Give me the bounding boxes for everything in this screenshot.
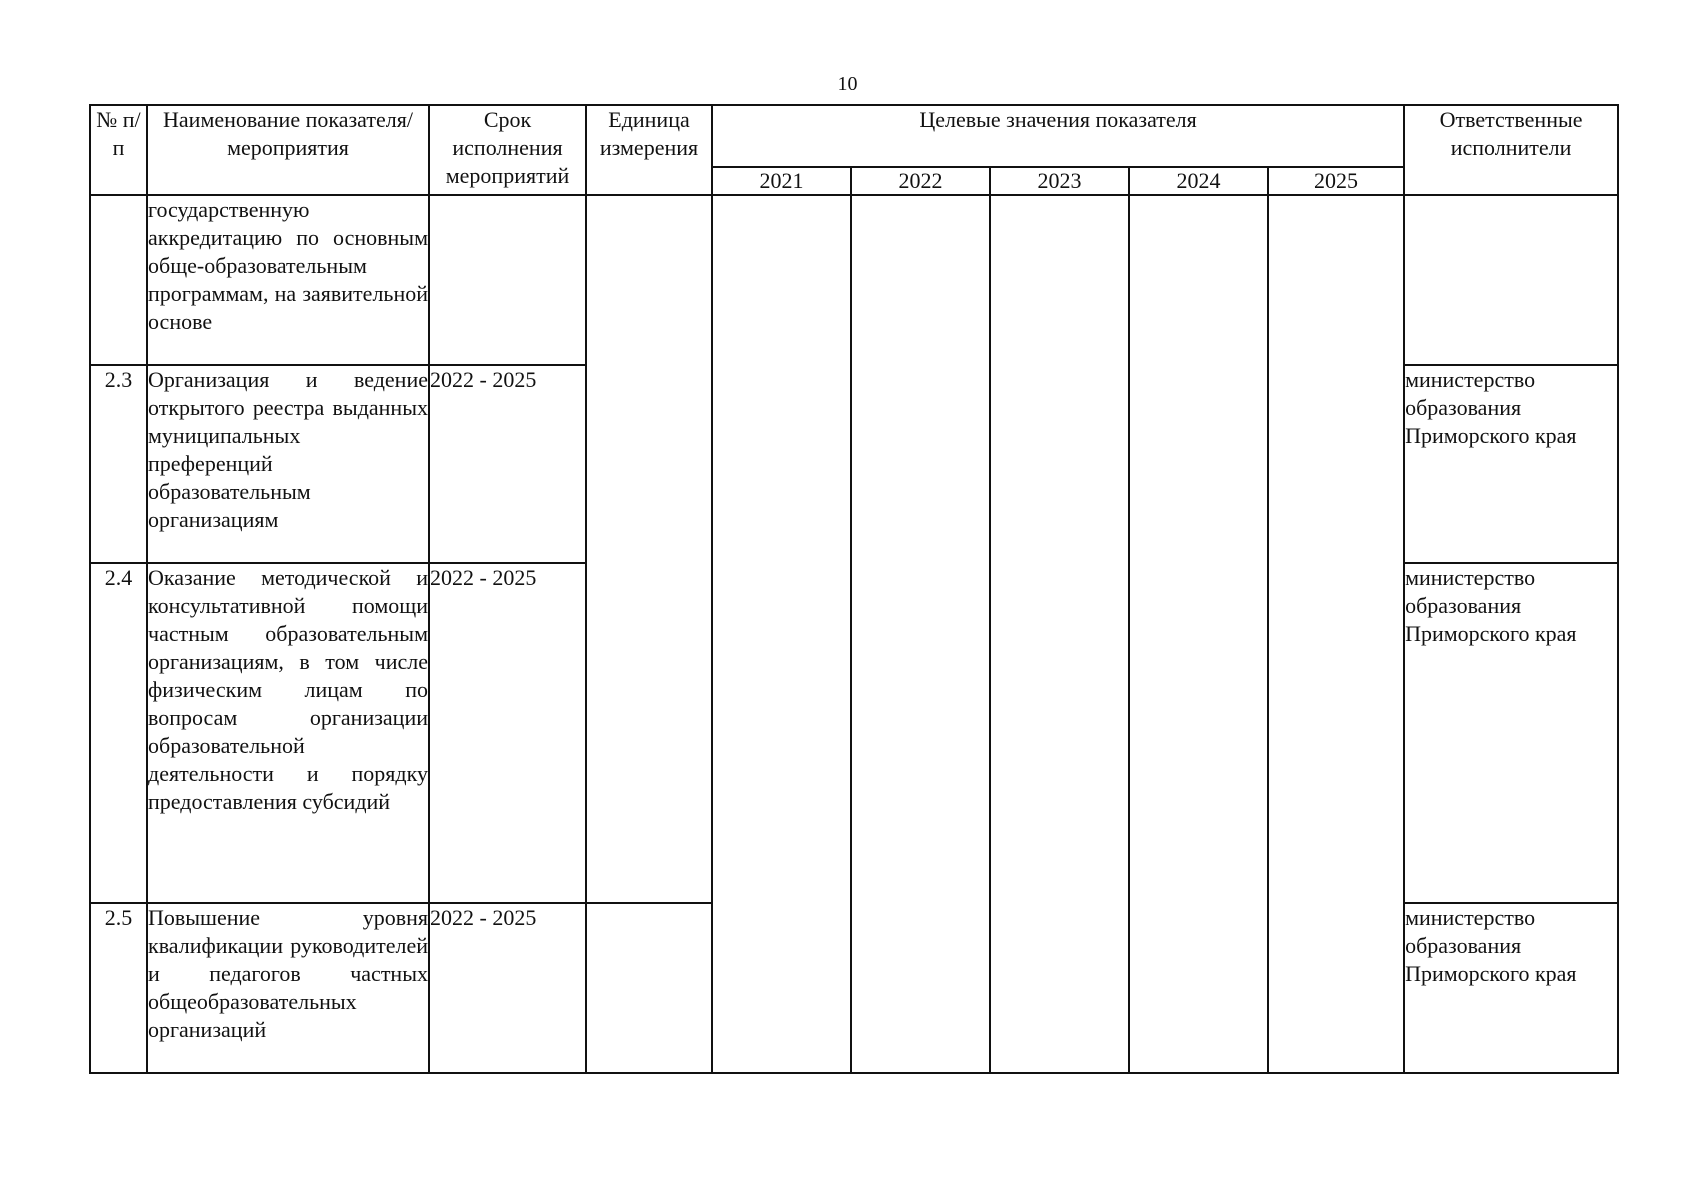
header-num: № п/п xyxy=(90,105,147,195)
row-responsible: министерство образования Приморского края xyxy=(1404,903,1618,1073)
row-name: Оказание методической и консультативной помощи частным образовательным организациям, в том числе физическим лицам по вопросам организации образовательной деятельности и порядку предоставления субсидий xyxy=(147,563,429,903)
row-num: 2.5 xyxy=(90,903,147,1073)
row-name: государственную аккредитацию по основным обще-образовательным программам, на заявительной основе xyxy=(147,195,429,365)
row-term: 2022 - 2025 xyxy=(429,365,586,563)
row-term xyxy=(429,195,586,365)
header-year: 2025 xyxy=(1268,167,1404,195)
row-responsible: министерство образования Приморского края xyxy=(1404,563,1618,903)
header-responsible: Ответственные исполнители xyxy=(1404,105,1618,195)
row-num: 2.3 xyxy=(90,365,147,563)
row-num xyxy=(90,195,147,365)
row-name: Организация и ведение открытого реестра выданных муниципальных преференций образовательным организациям xyxy=(147,365,429,563)
header-name: Наименование показателя/мероприятия xyxy=(147,105,429,195)
header-year: 2023 xyxy=(990,167,1129,195)
unit-cell xyxy=(586,195,712,903)
row-responsible: министерство образования Приморского края xyxy=(1404,365,1618,563)
header-year: 2024 xyxy=(1129,167,1268,195)
header-unit: Единица измерения xyxy=(586,105,712,195)
table-row xyxy=(90,195,1618,365)
row-name: Повышение уровня квалификации руководителей и педагогов частных общеобразовательных организаций xyxy=(147,903,429,1073)
row-responsible xyxy=(1404,195,1618,365)
target-cell-2024 xyxy=(1129,195,1268,1073)
target-cell-2022 xyxy=(851,195,990,1073)
row-term: 2022 - 2025 xyxy=(429,563,586,903)
target-cell-2023 xyxy=(990,195,1129,1073)
row-term: 2022 - 2025 xyxy=(429,903,586,1073)
header-year: 2022 xyxy=(851,167,990,195)
header-year: 2021 xyxy=(712,167,851,195)
target-cell-2025 xyxy=(1268,195,1404,1073)
measures-table xyxy=(89,104,1619,1074)
header-term: Срок исполнения мероприятий xyxy=(429,105,586,195)
target-cell-2021 xyxy=(712,195,851,1073)
page-number: 10 xyxy=(837,73,858,95)
header-targets: Целевые значения показателя xyxy=(712,105,1404,167)
row-num: 2.4 xyxy=(90,563,147,903)
unit-cell xyxy=(586,903,712,1073)
